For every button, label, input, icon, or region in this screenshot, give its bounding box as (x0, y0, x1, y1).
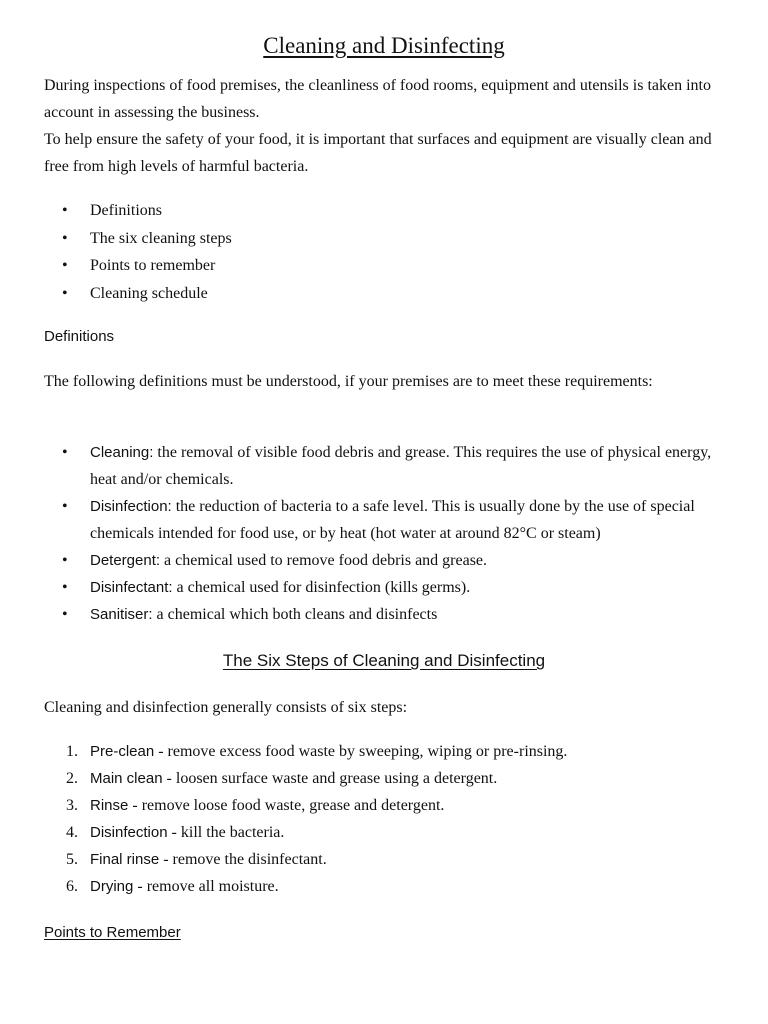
step-number: 2. (66, 770, 78, 787)
definition-text: a chemical which both cleans and disinfects (152, 606, 438, 623)
definition-text: a chemical used for disinfection (kills germs). (172, 579, 471, 596)
points-to-remember-heading: Points to Remember (44, 924, 181, 941)
list-item: • The six cleaning steps (44, 225, 734, 253)
contents-list (44, 197, 734, 307)
bullet-icon: • (62, 552, 68, 569)
bullet-icon: • (62, 579, 68, 596)
bullet-icon: • (62, 229, 68, 247)
step-number: 1. (66, 743, 78, 760)
step-term: Pre-clean (90, 743, 155, 760)
step-text: - kill the bacteria. (167, 824, 285, 841)
step-term: Drying (90, 878, 134, 895)
definition-text: a chemical used to remove food debris and grease. (160, 552, 488, 569)
list-item: • Points to remember (44, 252, 734, 280)
definition-item (44, 493, 734, 547)
bullet-icon: • (62, 498, 68, 515)
step-term: Disinfection (90, 824, 168, 841)
step-item (44, 765, 734, 792)
step-item (44, 819, 734, 846)
step-item (44, 873, 734, 900)
step-text: - loosen surface waste and grease using a detergent. (162, 770, 498, 787)
definition-text: the reduction of bacteria to a safe level. This is usually done by the use of special chemicals intended for food use, or by heat (hot water at around 82°C or steam) (90, 498, 695, 542)
step-item (44, 792, 734, 819)
bullet-icon: • (62, 606, 68, 623)
definition-term: Disinfectant: (90, 579, 173, 596)
six-steps-heading: The Six Steps of Cleaning and Disinfecting (222, 651, 546, 670)
step-text: - remove loose food waste, grease and detergent. (128, 797, 445, 814)
intro-paragraph (44, 72, 734, 180)
step-text: - remove excess food waste by sweeping, wiping or pre-rinsing. (154, 743, 568, 760)
definition-term: Detergent: (90, 552, 161, 569)
step-term: Main clean (90, 770, 163, 787)
definition-term: Disinfection: (90, 498, 172, 515)
step-number: 3. (66, 797, 78, 814)
bullet-icon: • (62, 257, 68, 274)
list-item: • Definitions (44, 197, 734, 225)
intro-line-2: To help ensure the safety of your food, it is important that surfaces and equipment are visually clean and free from high levels of harmful bacteria. (44, 131, 712, 175)
definition-item (44, 601, 734, 628)
bullet-icon: • (62, 444, 68, 461)
step-number: 5. (66, 851, 78, 868)
six-steps-intro: Cleaning and disinfection generally consists of six steps: (44, 699, 408, 716)
definition-term: Cleaning: (90, 444, 154, 461)
step-text: - remove the disinfectant. (159, 851, 327, 868)
definitions-intro: The following definitions must be understood, if your premises are to meet these requirements: (44, 373, 653, 390)
definition-text: the removal of visible food debris and grease. This requires the use of physical energy, heat and/or chemicals. (90, 444, 712, 488)
document-title: Cleaning and Disinfecting (263, 33, 505, 58)
step-term: Final rinse (90, 851, 160, 868)
step-number: 4. (66, 824, 78, 841)
bullet-icon: • (62, 284, 68, 302)
step-text: - remove all moisture. (133, 878, 279, 895)
bullet-icon: • (62, 202, 68, 219)
definition-term: Sanitiser: (90, 606, 153, 623)
step-item (44, 738, 734, 765)
intro-line-1: During inspections of food premises, the cleanliness of food rooms, equipment and utensils is taken into account in assessing the business. (44, 77, 711, 121)
step-term: Rinse (90, 797, 129, 814)
definition-item (44, 439, 734, 493)
definition-item (44, 574, 734, 601)
definition-item (44, 547, 734, 574)
list-item: • Cleaning schedule (44, 280, 734, 308)
definitions-list (44, 439, 734, 628)
six-steps-list (44, 738, 734, 900)
step-number: 6. (66, 878, 78, 895)
definitions-heading: Definitions (44, 328, 115, 345)
step-item (44, 846, 734, 873)
